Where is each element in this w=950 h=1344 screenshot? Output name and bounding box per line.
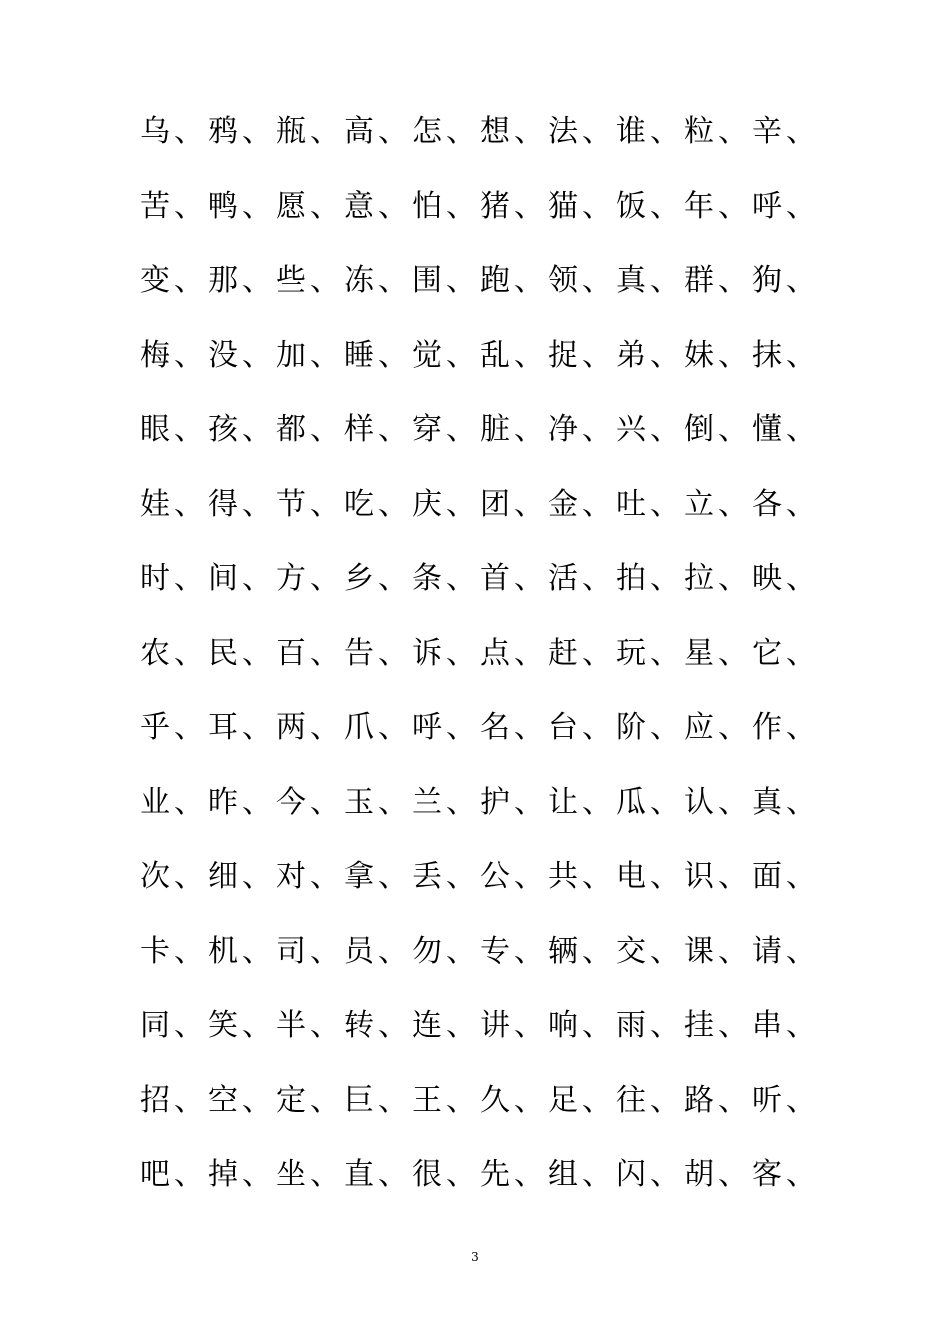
character-line-14: 招、空、定、巨、王、久、足、往、路、听、: [140, 1082, 820, 1118]
character-line-5: 眼、孩、都、样、穿、脏、净、兴、倒、懂、: [140, 412, 820, 447]
character-line-3: 变、那、些、冻、围、跑、领、真、群、狗、: [140, 263, 820, 298]
page-number: 3: [471, 1250, 479, 1264]
character-line-2: 苦、鸭、愿、意、怕、猪、猫、饭、年、呼、: [140, 188, 820, 224]
character-list: [140, 100, 840, 1218]
character-line-1: 乌、鸦、瓶、高、怎、想、法、谁、粒、辛、: [140, 114, 820, 149]
character-line-11: 次、细、对、拿、丢、公、共、电、识、面、: [140, 859, 820, 894]
character-line-15: 吧、掉、坐、直、很、先、组、闪、胡、客、: [140, 1157, 820, 1192]
character-line-9: 乎、耳、两、爪、呼、名、台、阶、应、作、: [140, 710, 820, 745]
character-line-13: 同、笑、半、转、连、讲、响、雨、挂、串、: [140, 1008, 820, 1043]
character-line-4: 梅、没、加、睡、觉、乱、捉、弟、妹、抹、: [140, 337, 820, 373]
character-line-6: 娃、得、节、吃、庆、团、金、吐、立、各、: [140, 486, 820, 522]
character-line-8: 农、民、百、告、诉、点、赶、玩、星、它、: [140, 635, 820, 671]
character-line-7: 时、间、方、乡、条、首、活、拍、拉、映、: [140, 561, 820, 596]
character-line-10: 业、昨、今、玉、兰、护、让、瓜、认、真、: [140, 784, 820, 820]
character-line-12: 卡、机、司、员、勿、专、辆、交、课、请、: [140, 933, 820, 969]
